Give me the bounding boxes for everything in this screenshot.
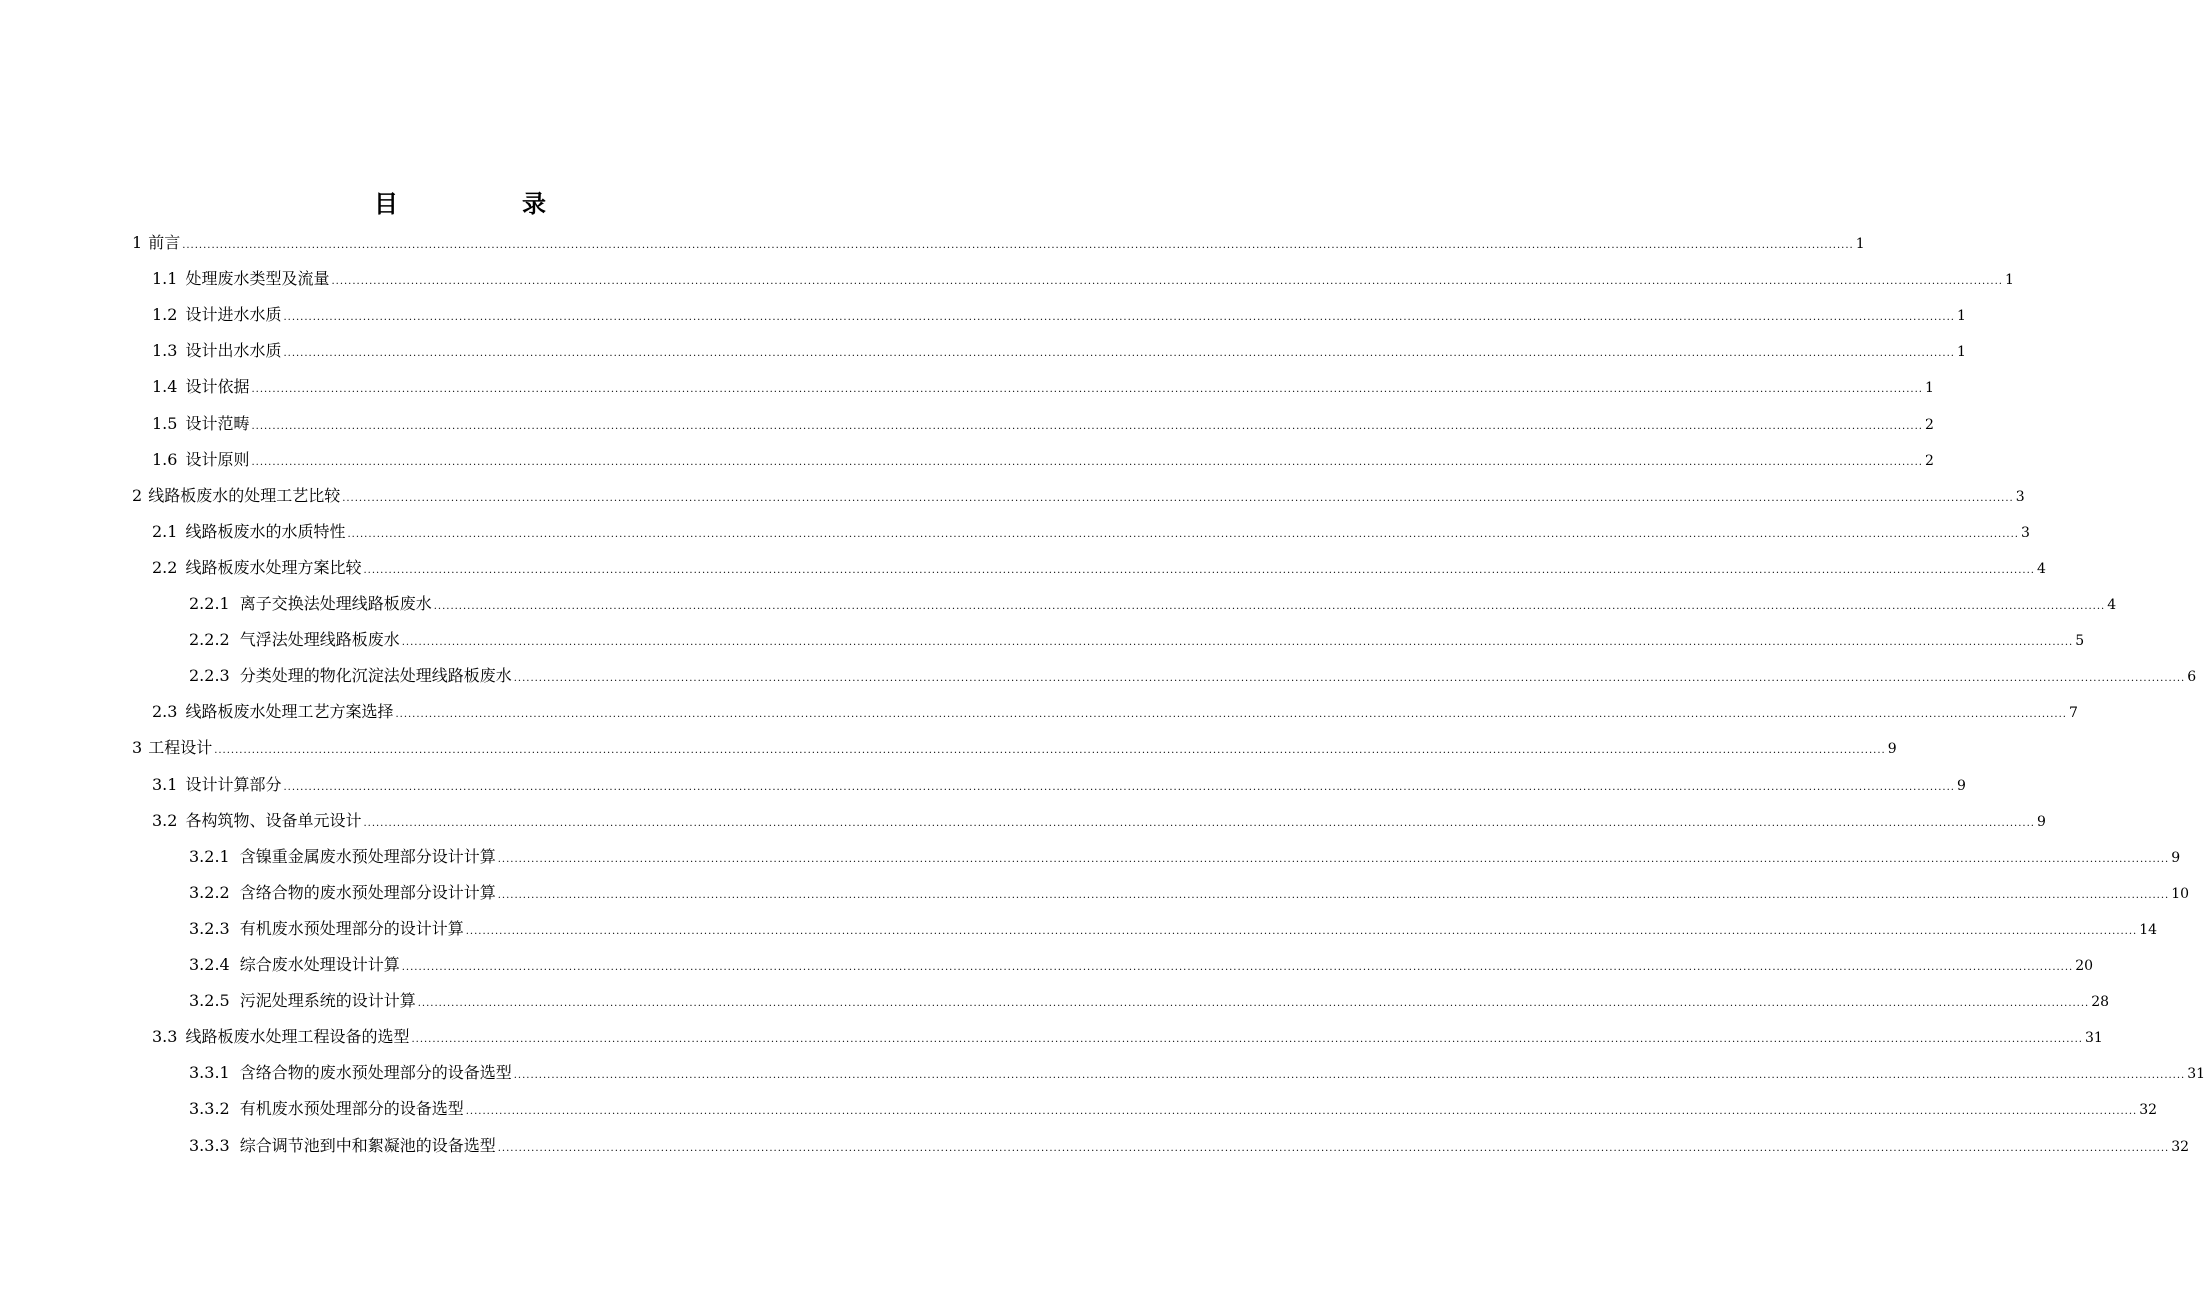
toc-dot-leader: ................................................................................................................................................................................................................................................................................................................................................................................................................ [251,420,1923,432]
toc-entry[interactable] [189,914,2158,944]
toc-entry[interactable] [189,986,2110,1016]
toc-entry-number: 2.2.3 [189,666,230,686]
toc-entry-title: 有机废水预处理部分的设备选型 [239,1099,464,1119]
toc-entry-page-number: 4 [2107,597,2117,613]
toc-dot-leader: ................................................................................................................................................................................................................................................................................................................................................................................................................ [251,456,1923,468]
page-title: 目 录 [374,190,596,218]
toc-entry-title: 设计原则 [185,449,250,469]
toc-entry-page-number: 9 [1887,741,1897,758]
toc-entry-number: 3.2.2 [189,882,230,902]
toc-entry-title: 线路板废水的水质特性 [185,521,346,541]
toc-entry-page-number: 9 [2171,849,2181,866]
toc-entry-number: 3.3.2 [189,1099,230,1119]
toc-entry-number: 2.2 [152,557,178,577]
toc-entry[interactable] [152,697,2078,727]
toc-dot-leader: ................................................................................................................................................................................................................................................................................................................................................................................................................ [363,817,2035,829]
toc-dot-leader: ................................................................................................................................................................................................................................................................................................................................................................................................................ [283,348,1955,360]
toc-dot-leader: ................................................................................................................................................................................................................................................................................................................................................................................................................ [465,1106,2138,1118]
toc-entry-number: 2.3 [152,702,178,722]
toc-entry[interactable] [189,661,2197,691]
toc-entry-number: 3.2.5 [189,991,230,1011]
toc-dot-leader: ................................................................................................................................................................................................................................................................................................................................................................................................................ [417,998,2090,1010]
toc-dot-leader: ................................................................................................................................................................................................................................................................................................................................................................................................................ [283,781,1955,793]
toc-dot-leader: ................................................................................................................................................................................................................................................................................................................................................................................................................ [182,240,1854,251]
toc-entry-title: 前言 [148,233,181,252]
toc-entry-page-number: 14 [2139,921,2158,938]
toc-entry-page-number: 3 [2015,488,2025,505]
toc-entry-page-number: 7 [2068,705,2078,722]
toc-dot-leader: ................................................................................................................................................................................................................................................................................................................................................................................................................ [331,276,2003,288]
toc-entry[interactable] [152,300,1966,330]
toc-entry-number: 3.3 [152,1027,178,1047]
toc-dot-leader: ................................................................................................................................................................................................................................................................................................................................................................................................................ [411,1034,2083,1046]
toc-entry[interactable] [189,1131,2190,1161]
toc-entry-title: 线路板废水处理方案比较 [185,557,362,577]
toc-entry[interactable] [189,878,2190,908]
toc-entry-page-number: 1 [1924,380,1934,397]
toc-entry-number: 1.6 [152,449,178,469]
toc-entry[interactable] [189,950,2094,980]
toc-entry[interactable] [189,589,2117,619]
toc-entry-number: 1.1 [152,269,178,289]
toc-dot-leader: ................................................................................................................................................................................................................................................................................................................................................................................................................ [497,889,2170,901]
toc-entry-title: 线路板废水处理工程设备的选型 [185,1027,410,1047]
toc-entry[interactable] [152,445,1934,475]
toc-entry-title: 设计范畴 [185,413,250,433]
toc-entry-number: 3.2.4 [189,955,230,974]
toc-dot-leader: ................................................................................................................................................................................................................................................................................................................................................................................................................ [497,1142,2170,1154]
toc-entry-page-number: 32 [2171,1138,2190,1155]
toc-entry-title: 综合调节池到中和絮凝池的设备选型 [239,1135,496,1155]
toc-dot-leader: ................................................................................................................................................................................................................................................................................................................................................................................................................ [465,925,2138,937]
toc-entry[interactable] [152,806,2046,836]
toc-entry-number: 3.2.1 [189,846,230,866]
toc-entry-title: 含镍重金属废水预处理部分设计计算 [239,846,496,866]
toc-entry-title: 设计进水水质 [185,305,282,325]
toc-entry-title: 设计计算部分 [185,774,282,794]
toc-entry-title: 各构筑物、设备单元设计 [185,810,362,830]
toc-entry-number: 2.2.1 [189,594,230,613]
toc-entry-page-number: 28 [2091,994,2110,1011]
toc-entry-title: 离子交换法处理线路板废水 [239,594,432,613]
toc-entry-page-number: 31 [2187,1066,2205,1083]
toc-entry-number: 3.2.3 [189,918,230,938]
toc-entry-title: 含络合物的废水预处理部分设计计算 [239,882,496,902]
toc-entry-number: 1.2 [152,305,178,325]
toc-entry-number: 2.2.2 [189,630,230,650]
toc-dot-leader: ................................................................................................................................................................................................................................................................................................................................................................................................................ [363,564,2035,576]
toc-dot-leader: ................................................................................................................................................................................................................................................................................................................................................................................................................ [401,962,2074,973]
toc-entry-page-number: 10 [2171,885,2190,902]
toc-entry-page-number: 1 [2004,272,2014,289]
toc-entry[interactable] [152,517,2030,547]
toc-entry-title: 设计出水水质 [185,341,282,361]
toc-entry-title: 综合废水处理设计计算 [239,955,400,974]
toc-entry[interactable] [189,842,2181,872]
toc-entry-number: 1.5 [152,413,178,433]
toc-entry-page-number: 32 [2139,1102,2158,1119]
toc-dot-leader: ................................................................................................................................................................................................................................................................................................................................................................................................................ [497,853,2170,865]
toc-entry-number: 1.3 [152,341,178,361]
toc-entry-page-number: 3 [2020,524,2030,541]
toc-dot-leader: ................................................................................................................................................................................................................................................................................................................................................................................................................ [283,312,1955,324]
toc-entry-number: 3.3.3 [189,1135,230,1155]
toc-entry-title: 工程设计 [148,738,213,758]
toc-dot-leader: ................................................................................................................................................................................................................................................................................................................................................................................................................ [433,601,2106,612]
toc-entry[interactable] [152,372,1934,402]
toc-entry-number: 1.4 [152,377,178,397]
toc-entry-number: 3.1 [152,774,178,794]
toc-entry[interactable] [189,1094,2158,1124]
toc-entry-number: 3.2 [152,810,178,830]
toc-entry-number: 1 [132,233,143,252]
toc-dot-leader: ................................................................................................................................................................................................................................................................................................................................................................................................................ [347,528,2019,540]
toc-entry-title: 设计依据 [185,377,250,397]
toc-entry-page-number: 6 [2187,669,2197,686]
toc-entry-number: 3.3.1 [189,1063,230,1083]
toc-entry-page-number: 2 [1924,416,1934,433]
toc-entry-title: 污泥处理系统的设计计算 [239,991,416,1011]
toc-entry-title: 有机废水预处理部分的设计计算 [239,918,464,938]
toc-dot-leader: ................................................................................................................................................................................................................................................................................................................................................................................................................ [513,1070,2186,1082]
toc-dot-leader: ................................................................................................................................................................................................................................................................................................................................................................................................................ [214,745,1886,757]
toc-entry[interactable] [152,336,1966,366]
toc-entry[interactable] [152,409,1934,439]
toc-entry-title: 线路板废水处理工艺方案选择 [185,702,394,722]
toc-entry-page-number: 31 [2084,1030,2103,1047]
toc-entry[interactable] [189,625,2085,655]
toc-entry-number: 2 [132,485,143,505]
toc-dot-leader: ................................................................................................................................................................................................................................................................................................................................................................................................................ [342,492,2014,504]
toc-entry[interactable] [152,1022,2103,1052]
toc-entry-page-number: 1 [1855,236,1865,252]
toc-entry-title: 含络合物的废水预处理部分的设备选型 [239,1063,512,1083]
toc-entry[interactable] [152,553,2046,583]
toc-dot-leader: ................................................................................................................................................................................................................................................................................................................................................................................................................ [401,637,2074,649]
toc-entry[interactable] [152,264,2014,294]
toc-entry-page-number: 9 [2036,813,2046,830]
toc-entry-title: 线路板废水的处理工艺比较 [148,485,341,505]
toc-entry-number: 2.1 [152,521,178,541]
toc-entry-page-number: 4 [2036,560,2046,577]
toc-entry-page-number: 5 [2075,633,2085,650]
toc-entry[interactable] [132,733,1897,763]
toc-dot-leader: ................................................................................................................................................................................................................................................................................................................................................................................................................ [395,709,2067,721]
toc-entry-page-number: 2 [1924,452,1934,469]
toc-entry[interactable] [132,481,2025,511]
toc-entry[interactable] [189,1058,2205,1088]
toc-entry-title: 气浮法处理线路板废水 [239,630,400,650]
toc-entry[interactable] [132,228,1865,258]
toc-dot-leader: ................................................................................................................................................................................................................................................................................................................................................................................................................ [251,384,1923,396]
toc-entry[interactable] [152,770,1966,800]
toc-entry-number: 3 [132,738,143,758]
toc-entry-page-number: 20 [2075,958,2094,974]
toc-dot-leader: ................................................................................................................................................................................................................................................................................................................................................................................................................ [513,673,2186,685]
toc-entry-title: 分类处理的物化沉淀法处理线路板废水 [239,666,512,686]
toc-entry-page-number: 9 [1956,777,1966,794]
toc-entry-page-number: 1 [1956,308,1966,325]
toc-entry-title: 处理废水类型及流量 [185,269,330,289]
toc-entry-page-number: 1 [1956,344,1966,361]
